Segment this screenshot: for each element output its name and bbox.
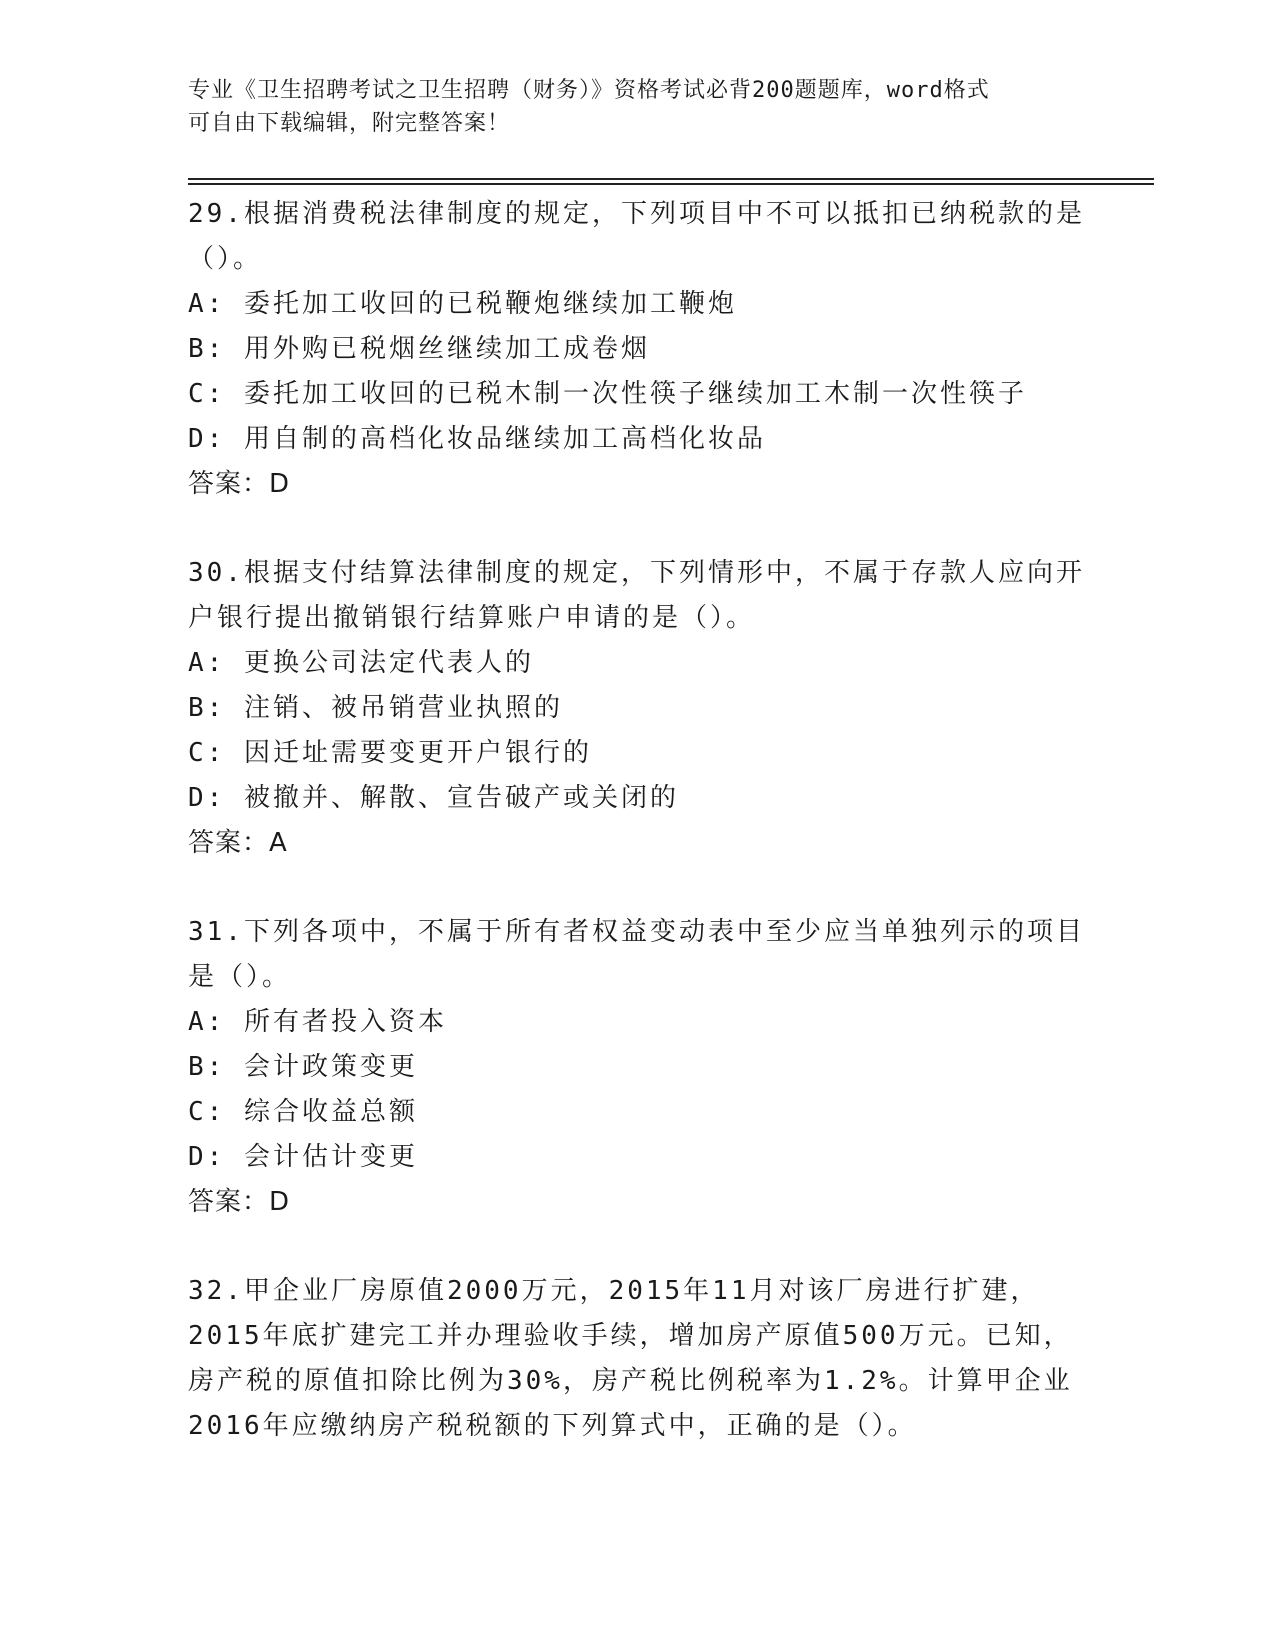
option-a: A: 委托加工收回的已税鞭炮继续加工鞭炮 [188, 289, 737, 319]
answer: 答案：D [188, 1187, 291, 1217]
question-text: 29.根据消费税法律制度的规定，下列项目中不可以抵扣已纳税款的是（）。 [188, 199, 1085, 274]
answer: 答案：A [188, 828, 288, 858]
option-c: C: 委托加工收回的已税木制一次性筷子继续加工木制一次性筷子 [188, 379, 1027, 409]
option-c: C: 因迁址需要变更开户银行的 [188, 738, 592, 768]
option-a: A: 所有者投入资本 [188, 1007, 447, 1037]
question-text: 32.甲企业厂房原值2000万元，2015年11月对该厂房进行扩建，2015年底扩建完工并办理验收手续，增加房产原值500万元。已知，房产税的原值扣除比例为30%，房产税比例税率为1.2%。计算甲企业2016年应缴纳房产税税额的下列算式中，正确的是（）。 [188, 1276, 1073, 1441]
question-list [188, 192, 1088, 1493]
question-31 [188, 910, 1088, 1225]
header-line-2: 可自由下载编辑，附完整答案！ [188, 111, 511, 136]
question-30 [188, 551, 1088, 866]
header-divider-top [188, 178, 1154, 180]
answer: 答案：D [188, 469, 291, 499]
question-29 [188, 192, 1088, 507]
option-d: D: 会计估计变更 [188, 1142, 418, 1172]
question-text: 31.下列各项中，不属于所有者权益变动表中至少应当单独列示的项目是（）。 [188, 917, 1085, 992]
option-c: C: 综合收益总额 [188, 1097, 418, 1127]
header-divider-bottom [188, 183, 1154, 185]
option-b: B: 注销、被吊销营业执照的 [188, 693, 563, 723]
header-line-1: 专业《卫生招聘考试之卫生招聘（财务）》资格考试必背200题题库，word格式 [188, 78, 990, 103]
question-text: 30.根据支付结算法律制度的规定，下列情形中，不属于存款人应向开户银行提出撤销银行结算账户申请的是（）。 [188, 558, 1085, 633]
option-b: B: 用外购已税烟丝继续加工成卷烟 [188, 334, 650, 364]
question-32 [188, 1269, 1088, 1449]
option-d: D: 被撤并、解散、宣告破产或关闭的 [188, 783, 679, 813]
option-d: D: 用自制的高档化妆品继续加工高档化妆品 [188, 424, 766, 454]
document-header [188, 74, 1088, 140]
option-b: B: 会计政策变更 [188, 1052, 418, 1082]
option-a: A: 更换公司法定代表人的 [188, 648, 534, 678]
